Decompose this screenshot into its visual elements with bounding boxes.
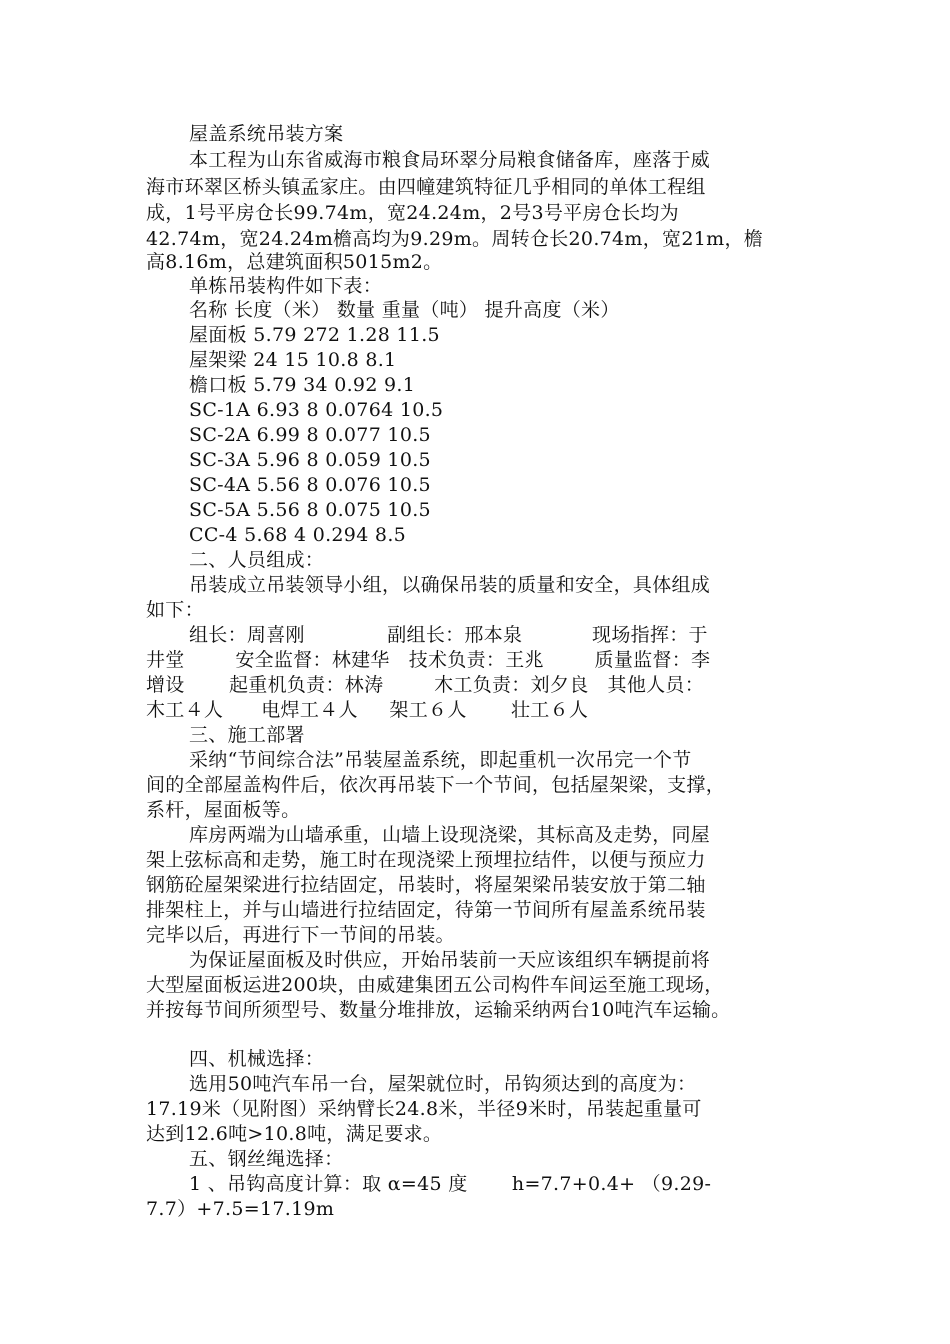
table-header: 名称 长度（米） 数量 重量（吨） 提升高度（米） xyxy=(189,299,620,321)
paragraph-line: 如下： xyxy=(146,599,204,621)
table-row: 屋架梁 24 15 10.8 8.1 xyxy=(189,349,397,371)
paragraph-line: 库房两端为山墙承重，山墙上设现浇梁，其标高及走势，同屋 xyxy=(189,824,711,846)
table-intro: 单栋吊装构件如下表： xyxy=(189,275,383,297)
document-title: 屋盖系统吊装方案 xyxy=(189,123,344,145)
table-row: SC-5A 5.56 8 0.075 10.5 xyxy=(189,499,431,521)
intro-line: 成，1号平房仓长99.74m，宽24.24m，2号3号平房仓长均为 xyxy=(146,202,679,224)
paragraph-line: 选用50吨汽车吊一台，屋架就位时，吊钩须达到的高度为： xyxy=(189,1073,697,1095)
paragraph-line: 17.19米（见附图）采纳臂长24.8米，半径9米时，吊装起重量可 xyxy=(146,1098,702,1120)
table-row: SC-2A 6.99 8 0.077 10.5 xyxy=(189,424,431,446)
paragraph-line: 为保证屋面板及时供应，开始吊装前一天应该组织车辆提前将 xyxy=(189,949,711,971)
intro-line: 海市环翠区桥头镇孟家庄。由四幢建筑特征几乎相同的单体工程组 xyxy=(146,176,706,198)
paragraph-line: 间的全部屋盖构件后，依次再吊装下一个节间，包括屋架梁，支撑， xyxy=(146,774,726,796)
table-row: 屋面板 5.79 272 1.28 11.5 xyxy=(189,324,440,346)
table-row: SC-3A 5.96 8 0.059 10.5 xyxy=(189,449,431,471)
staff-line: 增设 起重机负责：林涛 木工负责：刘夕良 其他人员： xyxy=(146,674,705,696)
paragraph-line: 排架柱上，并与山墙进行拉结固定，待第一节间所有屋盖系统吊装 xyxy=(146,899,706,921)
intro-line: 高8.16m，总建筑面积5015m2。 xyxy=(146,251,443,273)
staff-line: 组长：周喜刚 副组长：邢本泉 现场指挥：于 xyxy=(189,624,708,646)
table-row: SC-1A 6.93 8 0.0764 10.5 xyxy=(189,399,444,421)
staff-line: 木工４人 电焊工４人 架工６人 壮工６人 xyxy=(146,699,589,721)
section-heading: 二、人员组成： xyxy=(189,549,325,571)
paragraph-line: 达到12.6吨>10.8吨，满足要求。 xyxy=(146,1123,443,1145)
staff-line: 井堂 安全监督：林建华 技术负责：王兆 质量监督：李 xyxy=(146,649,711,671)
paragraph-line: 吊装成立吊装领导小组，以确保吊装的质量和安全，具体组成 xyxy=(189,574,711,596)
paragraph-line: 系杆，屋面板等。 xyxy=(146,799,301,821)
intro-line: 42.74m，宽24.24m檐高均为9.29m。周转仓长20.74m，宽21m，檐 xyxy=(146,228,764,250)
paragraph-line: 大型屋面板运进200块，由威建集团五公司构件车间运至施工现场， xyxy=(146,974,724,996)
section-heading: 五、钢丝绳选择： xyxy=(189,1148,344,1170)
formula-line: 1 、吊钩高度计算：取 α=45 度 h=7.7+0.4+ （9.29- xyxy=(189,1173,712,1195)
section-heading: 三、施工部署 xyxy=(189,724,305,746)
formula-line: 7.7）+7.5=17.19m xyxy=(146,1198,335,1220)
paragraph-line: 采纳“节间综合法”吊装屋盖系统，即起重机一次吊完一个节 xyxy=(189,749,692,771)
table-row: 檐口板 5.79 34 0.92 9.1 xyxy=(189,374,416,396)
intro-line: 本工程为山东省威海市粮食局环翠分局粮食储备库，座落于威 xyxy=(189,149,711,171)
paragraph-line: 并按每节间所须型号、数量分堆排放，运输采纳两台10吨汽车运输。 xyxy=(146,999,731,1021)
section-heading: 四、机械选择： xyxy=(189,1048,325,1070)
paragraph-line: 架上弦标高和走势，施工时在现浇梁上预埋拉结件，以便与预应力 xyxy=(146,849,706,871)
paragraph-line: 钢筋砼屋架梁进行拉结固定，吊装时，将屋架梁吊装安放于第二轴 xyxy=(146,874,706,896)
table-row: SC-4A 5.56 8 0.076 10.5 xyxy=(189,474,431,496)
table-row: CC-4 5.68 4 0.294 8.5 xyxy=(189,524,407,546)
paragraph-line: 完毕以后，再进行下一节间的吊装。 xyxy=(146,924,455,946)
